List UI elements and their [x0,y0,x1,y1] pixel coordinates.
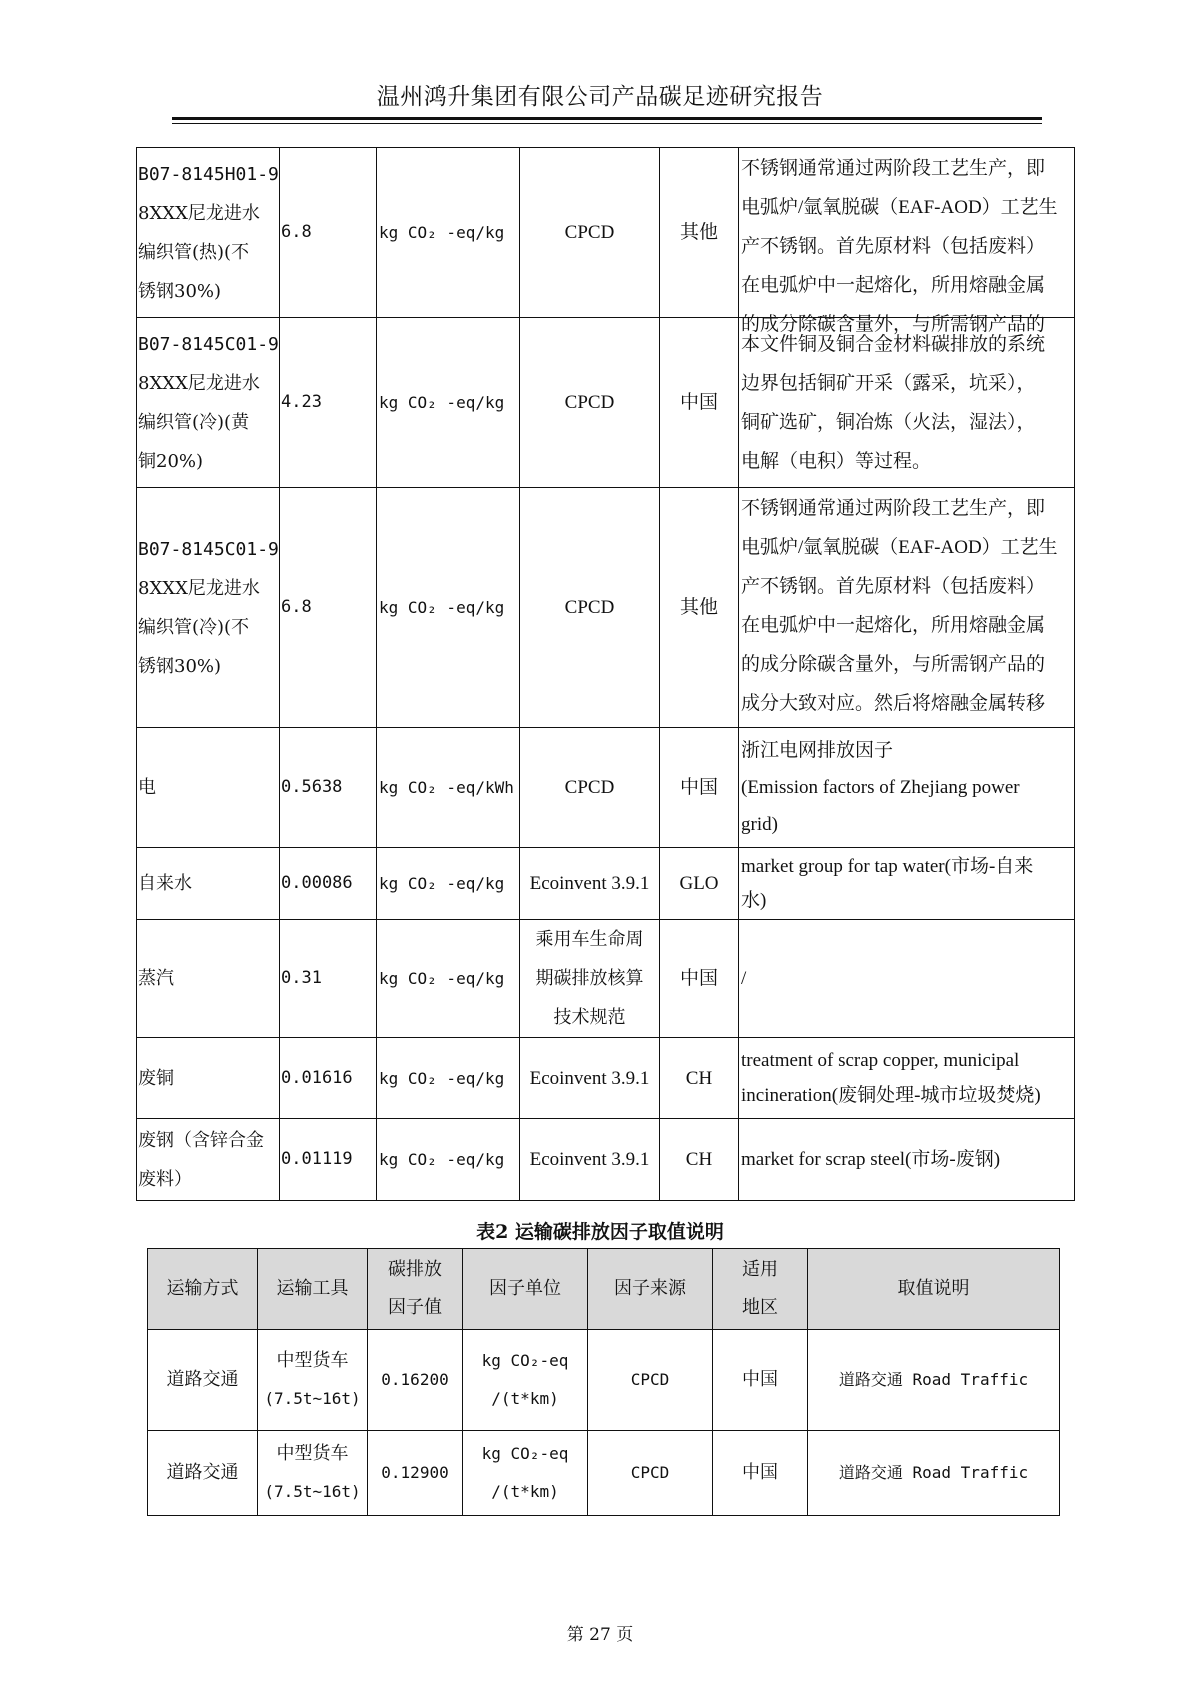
header-factor-source: 因子来源 [588,1249,713,1330]
material-name-cell: B07-8145C01-9 8XXX尼龙进水 编织管(冷)(不 锈钢30%) [137,488,280,728]
factor-unit-cell: kg CO₂ -eq/kg [377,488,520,728]
factor-unit-cell: kg CO₂ -eq/kg [377,148,520,318]
description-cell: 道路交通 Road Traffic [808,1431,1060,1516]
region-cell: 其他 [660,488,739,728]
material-name-cell: 自来水 [137,848,280,920]
material-name-cell: B07-8145C01-9 8XXX尼龙进水 编织管(冷)(黄 铜20%) [137,318,280,488]
factor-value-cell: 0.12900 [368,1431,463,1516]
table-row [137,148,1075,318]
factor-unit-cell: kg CO₂ -eq/kg [377,1119,520,1201]
region-cell: CH [660,1119,739,1201]
transport-tool-cell: 中型货车 (7.5t~16t) [258,1431,368,1516]
factor-unit-cell: kg CO₂ -eq/kg [377,848,520,920]
factor-source-cell: CPCD [588,1431,713,1516]
factor-value-cell: 0.16200 [368,1330,463,1431]
header-rule-thin [172,123,1042,124]
factor-source-cell: Ecoinvent 3.9.1 [520,1038,660,1119]
table-row [148,1330,1060,1431]
table-header-row [148,1249,1060,1330]
description-cell: 不锈钢通常通过两阶段工艺生产，即 电弧炉/氩氧脱碳（EAF-AOD）工艺生 产不锈钢。首先原材料（包括废料） 在电弧炉中一起熔化，所用熔融金属 的成分除碳含量外，与所需钢产品的 成分大致对应。然后将熔融金属转移 [739,488,1075,728]
region-cell: 中国 [713,1330,808,1431]
factor-value-cell: 0.01119 [280,1119,377,1201]
factor-source-cell: Ecoinvent 3.9.1 [520,848,660,920]
factor-source-cell: CPCD [520,318,660,488]
material-name-cell: B07-8145H01-9 8XXX尼龙进水 编织管(热)(不 锈钢30%) [137,148,280,318]
factor-unit-cell: kg CO₂ -eq/kg [377,1038,520,1119]
table-row [137,1119,1075,1201]
table-row [137,1038,1075,1119]
description-cell: treatment of scrap copper, municipal incineration(废铜处理-城市垃圾焚烧) [739,1038,1075,1119]
table-row [137,920,1075,1038]
header-description: 取值说明 [808,1249,1060,1330]
factor-source-cell: CPCD [588,1330,713,1431]
description-cell: / [739,920,1075,1038]
factor-value-cell: 0.5638 [280,728,377,848]
header-transport-mode: 运输方式 [148,1249,258,1330]
emission-factor-table [136,147,1075,1201]
description-cell: 本文件铜及铜合金材料碳排放的系统 边界包括铜矿开采（露采，坑采）， 铜矿选矿，铜冶炼（火法，湿法）， 电解（电积）等过程。 [739,318,1075,488]
header-rule [172,117,1042,120]
factor-value-cell: 0.31 [280,920,377,1038]
table-caption: 表2 运输碳排放因子取值说明 [476,1221,724,1243]
table-row [137,488,1075,728]
region-cell: 中国 [660,318,739,488]
transport-mode-cell: 道路交通 [148,1431,258,1516]
region-cell: 中国 [660,728,739,848]
transport-factor-table [147,1248,1060,1516]
material-name-cell: 蒸汽 [137,920,280,1038]
description-cell: 不锈钢通常通过两阶段工艺生产，即 电弧炉/氩氧脱碳（EAF-AOD）工艺生 产不锈钢。首先原材料（包括废料） 在电弧炉中一起熔化，所用熔融金属 的成分除碳含量外，与所需钢产品的 [739,148,1075,318]
description-cell: market group for tap water(市场-自来 水) [739,848,1075,920]
header-transport-tool: 运输工具 [258,1249,368,1330]
factor-unit-cell: kg CO₂-eq /(t*km) [463,1330,588,1431]
description-cell: market for scrap steel(市场-废钢) [739,1119,1075,1201]
table-row [148,1431,1060,1516]
factor-value-cell: 4.23 [280,318,377,488]
table-row [137,848,1075,920]
material-name-cell: 电 [137,728,280,848]
description-cell: 道路交通 Road Traffic [808,1330,1060,1431]
factor-value-cell: 6.8 [280,148,377,318]
table-row [137,728,1075,848]
factor-source-cell: Ecoinvent 3.9.1 [520,1119,660,1201]
factor-value-cell: 6.8 [280,488,377,728]
factor-value-cell: 0.00086 [280,848,377,920]
region-cell: CH [660,1038,739,1119]
header-factor-unit: 因子单位 [463,1249,588,1330]
region-cell: 中国 [713,1431,808,1516]
factor-source-cell: CPCD [520,488,660,728]
factor-source-cell: 乘用车生命周 期碳排放核算 技术规范 [520,920,660,1038]
factor-unit-cell: kg CO₂ -eq/kg [377,920,520,1038]
page-number: 第 27 页 [566,1625,634,1645]
header-region: 适用 地区 [713,1249,808,1330]
description-cell: 浙江电网排放因子 (Emission factors of Zhejiang power grid) [739,728,1075,848]
factor-source-cell: CPCD [520,148,660,318]
material-name-cell: 废钢（含锌合金 废料） [137,1119,280,1201]
transport-tool-cell: 中型货车 (7.5t~16t) [258,1330,368,1431]
region-cell: GLO [660,848,739,920]
region-cell: 中国 [660,920,739,1038]
factor-unit-cell: kg CO₂ -eq/kWh [377,728,520,848]
region-cell: 其他 [660,148,739,318]
report-title: 温州鸿升集团有限公司产品碳足迹研究报告 [376,84,824,110]
material-name-cell: 废铜 [137,1038,280,1119]
factor-source-cell: CPCD [520,728,660,848]
factor-unit-cell: kg CO₂ -eq/kg [377,318,520,488]
factor-unit-cell: kg CO₂-eq /(t*km) [463,1431,588,1516]
transport-mode-cell: 道路交通 [148,1330,258,1431]
header-factor-value: 碳排放 因子值 [368,1249,463,1330]
table-row [137,318,1075,488]
factor-value-cell: 0.01616 [280,1038,377,1119]
